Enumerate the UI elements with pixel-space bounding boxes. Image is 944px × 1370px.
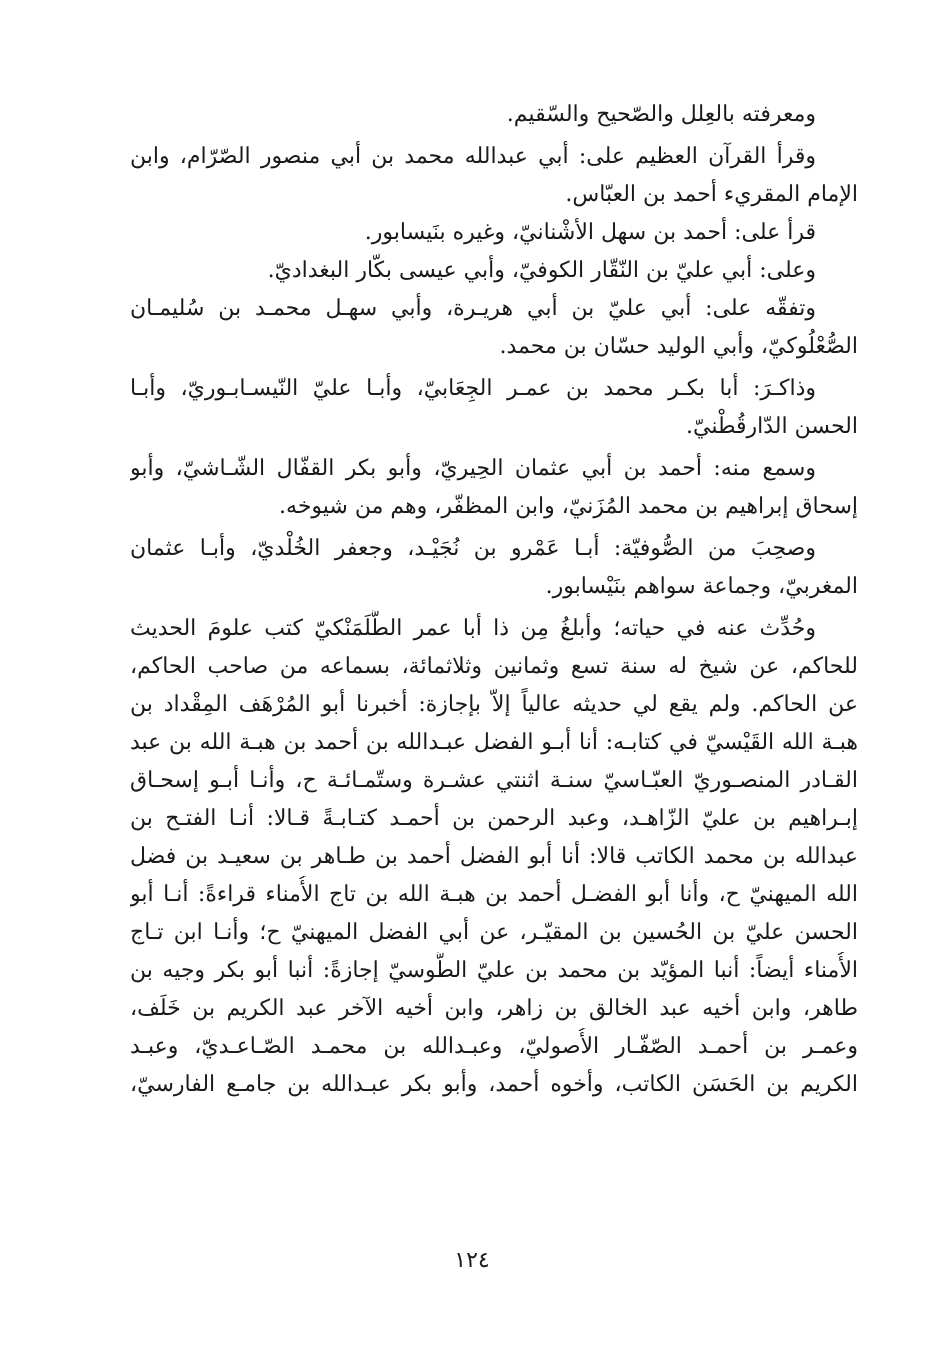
text-line: للحاكم، عن شيخ له سنة تسع وثمانين وثلاثمائة، بسماعه من صاحب الحاكم، [130, 654, 858, 679]
text-line: الصُّعْلُوكيّ، وأبي الوليد حسّان بن محمد. [499, 334, 858, 359]
text-line: المغربيّ، وجماعة سواهم بنَيْسابور. [545, 574, 858, 599]
text-line: وسمع منه: أحمد بن أبي عثمان الحِيريّ، وأبو بكر القفّال الشّـاشيّ، وأبو [130, 456, 816, 481]
text-line: إسحاق إبراهيم بن محمد المُزَنيّ، وابن المظفّر، وهم من شيوخه. [279, 494, 858, 519]
text-line: وقرأ القرآن العظيم على: أبي عبدالله محمد بن أبي منصور الصّرّام، وابن [130, 144, 816, 169]
text-line: القـادر المنصـوريّ العبّـاسيّ سنـة اثنتي عشـرة وستّمـائـة ح، وأنـا أبـو إسحـاق [130, 768, 858, 793]
text-line: الله الميهنيّ ح، وأنا أبو الفضـل أحمد بن هبـة الله بن تاج الأُمناء قراءةً: أنـا أبو [130, 882, 858, 907]
text-line: الإمام المقريء أحمد بن العبّاس. [565, 182, 858, 207]
text-line: ومعرفته بالعِلل والصّحيح والسّقيم. [506, 102, 816, 127]
text-line: الحسن الدّارقُطْنيّ. [685, 414, 858, 439]
text-line: الأُمناء أيضاً: أنبا المؤيّد بن محمد بن عليّ الطُّوسيّ إجازةً: أنبا أبو بكر وجيه بن [130, 958, 858, 983]
text-line: هبـة الله القَيْسيّ في كتابـه: أنا أبـو الفضل عبـدالله بن أحمد بن هبـة الله بن عبد [130, 730, 858, 755]
text-line: الكريم بن الحَسَن الكاتب، وأخوه أحمد، وأبو بكر عبـدالله بن جامـع الفارسيّ، [130, 1072, 858, 1097]
text-line: وعلى: أبي عليّ بن النّقّار الكوفيّ، وأبي عيسى بكّار البغداديّ. [267, 258, 816, 283]
body-text [130, 96, 858, 1104]
text-line: وحُدِّث عنه في حياته؛ وأبلغُ مِن ذا أبا عمر الطَّلَمَنْكيّ كتب علومَ الحديث [130, 616, 816, 641]
text-line: وتفقّه على: أبي عليّ بن أبي هريـرة، وأبي سهـل محمـد بن سُليمـان [130, 296, 816, 321]
text-line: عبدالله بن محمد الكاتب قالا: أنا أبو الفضل أحمد بن طـاهر بن سعيـد بن فضل [130, 844, 858, 869]
text-line: وعمـر بن أحمـد الصّفّـار الأُصوليّ، وعبـدالله بن محمـد الصّـاعـديّ، وعبـد [130, 1034, 858, 1059]
text-line: وذاكـرَ: أبا بكـر محمد بن عمـر الجِعَابيّ، وأبـا عليّ النّيسـابـوريّ، وأبـا [130, 376, 816, 401]
page-number: ١٢٤ [454, 1248, 490, 1273]
text-line: إبـراهيم بن عليّ الزّاهـد، وعبد الرحمن بن أحمـد كتـابـةً قـالا: أنـا الفتـح بن [130, 806, 858, 831]
text-line: الحسن عليّ بن الحُسين بن المقيّـر، عن أبي الفضل الميهنيّ ح؛ وأنـا ابن تـاج [130, 920, 858, 945]
text-line: طاهر، وابن أخيه عبد الخالق بن زاهر، وابن أخيه الآخر عبد الكريم بن خَلَف، [130, 996, 858, 1021]
text-line: عن الحاكم. ولم يقع لي حديثه عالياً إلاّ بإجازة: أخبرنا أبو المُرْهَف المِقْداد بن [130, 692, 858, 717]
text-line: قرأ على: أحمد بن سهل الأشْنانيّ، وغيره بنَيسابور. [364, 220, 816, 245]
text-line: وصحِبَ من الصُّوفيّة: أبـا عَمْرو بن نُجَيْـد، وجعفر الخُلْديّ، وأبـا عثمان [130, 536, 816, 561]
